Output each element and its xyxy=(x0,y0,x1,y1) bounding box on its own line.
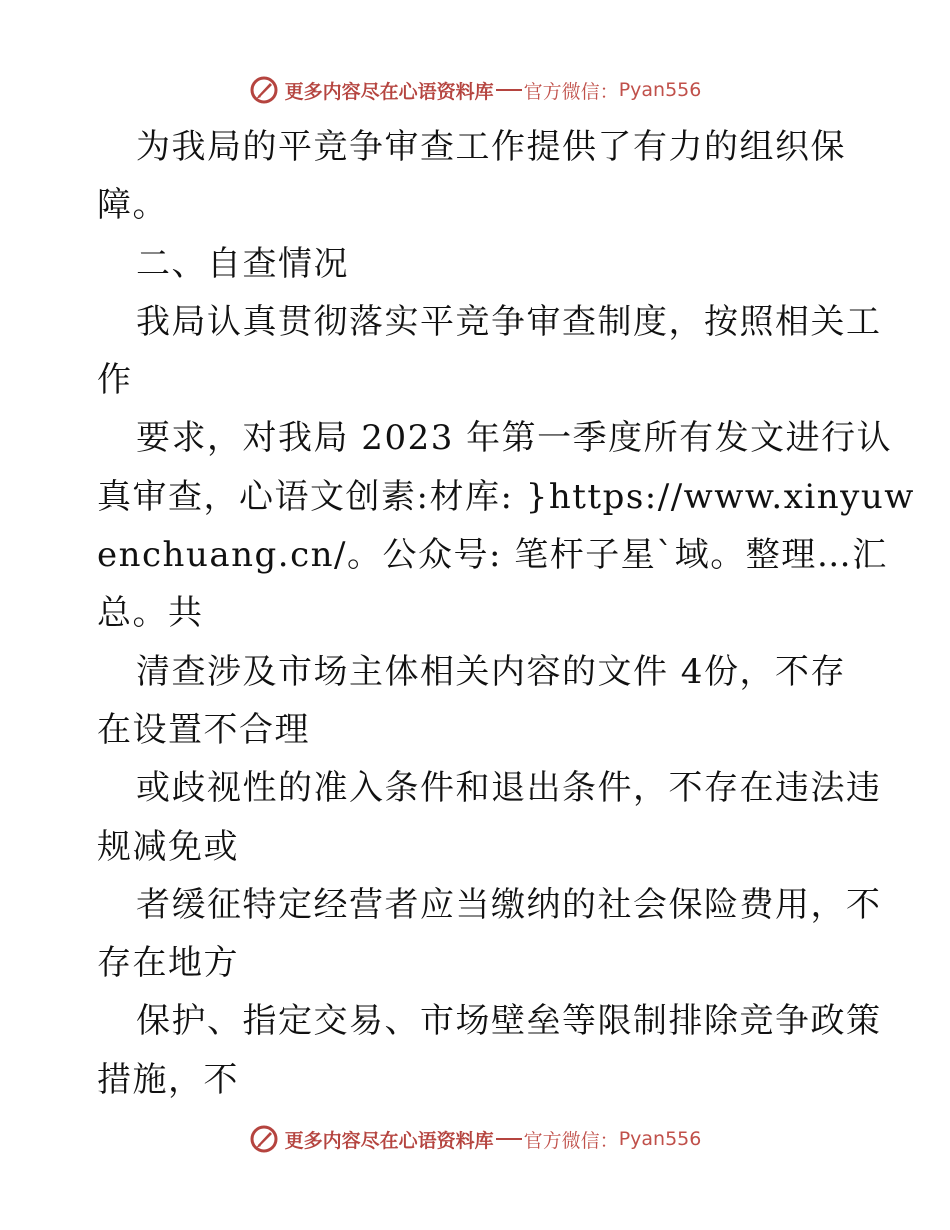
text-line: 保护、指定交易、市场壁垒等限制排除竞争政策 xyxy=(136,1001,882,1042)
text-line: 者缓征特定经营者应当缴纳的社会保险费用，不 xyxy=(136,884,882,925)
text-line: 清查涉及市场主体相关内容的文件 4份，不存 xyxy=(136,651,846,692)
quill-logo-icon xyxy=(249,75,279,105)
quill-logo-icon xyxy=(249,1124,279,1154)
text-line: 存在地方 xyxy=(97,943,239,984)
header-banner xyxy=(0,73,950,107)
footer-banner xyxy=(0,1122,950,1156)
text-line: 措施，不 xyxy=(97,1059,239,1100)
text-line: 规减免或 xyxy=(97,826,239,867)
text-line: 作 xyxy=(97,360,133,401)
text-line: 在设置不合理 xyxy=(97,709,310,750)
text-line: 要求，对我局 2023 年第一季度所有发文进行认 xyxy=(136,418,893,459)
banner-contact-label: 官方微信： xyxy=(523,80,619,103)
text-line: 障。 xyxy=(97,185,168,226)
banner-brand: 更多内容尽在心语资料库 xyxy=(284,1129,494,1152)
banner-dash xyxy=(496,1138,522,1140)
banner-wechat-id: Pyan556 xyxy=(618,79,702,101)
text-line: enchuang.cn/。公众号: 笔杆子星`域。整理…汇 xyxy=(97,535,888,576)
text-line: 真审查，心语文创素:材库: }https://www.xinyuw xyxy=(97,476,915,517)
section-heading: 二、自查情况 xyxy=(136,243,349,284)
banner-dash xyxy=(496,89,522,91)
text-line: 或歧视性的准入条件和退出条件，不存在违法违 xyxy=(136,768,882,809)
text-line: 我局认真贯彻落实平竞争审查制度，按照相关工 xyxy=(136,301,882,342)
text-line: 总。共 xyxy=(97,593,204,634)
banner-wechat-id: Pyan556 xyxy=(618,1128,702,1150)
banner-brand: 更多内容尽在心语资料库 xyxy=(284,80,494,103)
text-line: 为我局的平竞争审查工作提供了有力的组织保 xyxy=(136,127,846,167)
document-body xyxy=(97,118,915,1109)
banner-contact-label: 官方微信： xyxy=(523,1129,619,1152)
